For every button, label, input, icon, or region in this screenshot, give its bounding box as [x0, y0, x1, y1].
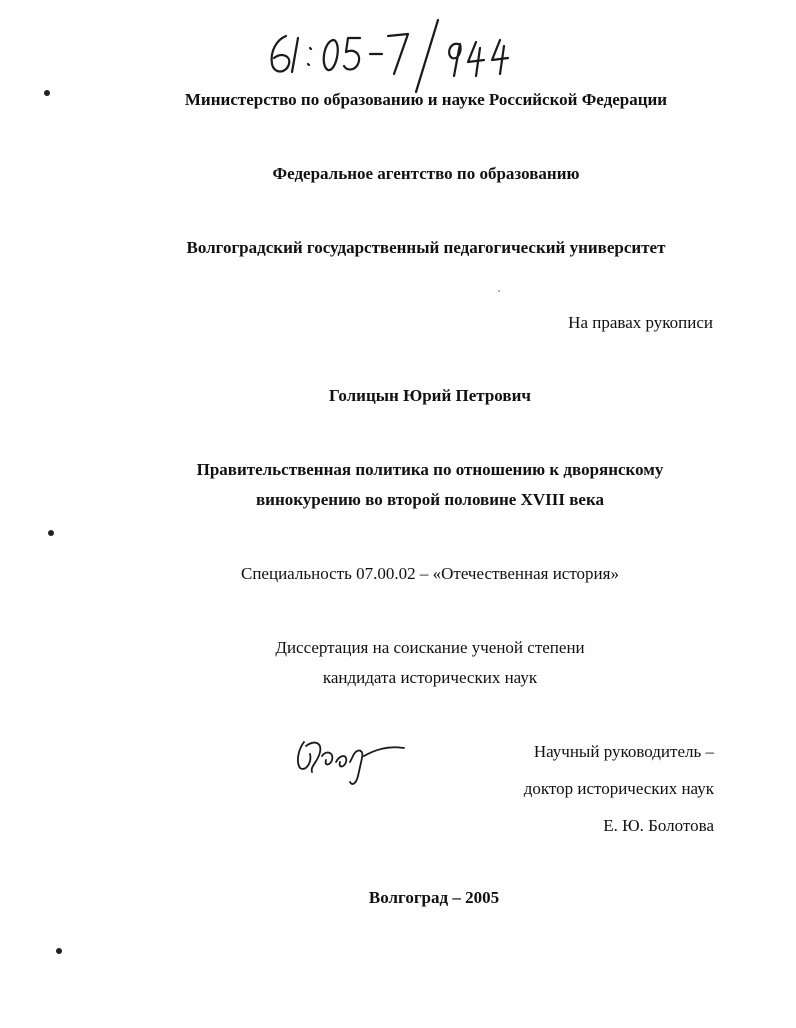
supervisor-signature — [292, 732, 412, 792]
degree-line-2: кандидата исторических наук — [322, 668, 538, 687]
ministry-heading: Министерство по образованию и науке Российской Федерации — [184, 90, 668, 109]
dissertation-title-line-1: Правительственная политика по отношению к дворянскому — [196, 460, 664, 479]
manuscript-rights-note: На правах рукописи — [568, 313, 713, 332]
margin-mark-bottom — [56, 948, 62, 954]
city-year: Волгоград – 2005 — [368, 888, 500, 907]
dissertation-title-line-2: винокурению во второй половине XVIII века — [255, 490, 605, 509]
supervisor-name: Е. Ю. Болотова — [603, 816, 714, 835]
author-name: Голицын Юрий Петрович — [329, 386, 531, 405]
margin-mark-middle — [48, 530, 54, 536]
university-heading: Волгоградский государственный педагогический университет — [186, 238, 666, 257]
degree-line-1: Диссертация на соискание ученой степени — [275, 638, 585, 657]
scan-speck — [498, 290, 500, 292]
supervisor-degree: доктор исторических наук — [523, 779, 714, 798]
specialty-line: Специальность 07.00.02 – «Отечественная история» — [241, 564, 619, 583]
archive-number-handwriting — [262, 14, 522, 94]
agency-heading: Федеральное агентство по образованию — [272, 164, 580, 183]
supervisor-role: Научный руководитель – — [533, 742, 714, 761]
